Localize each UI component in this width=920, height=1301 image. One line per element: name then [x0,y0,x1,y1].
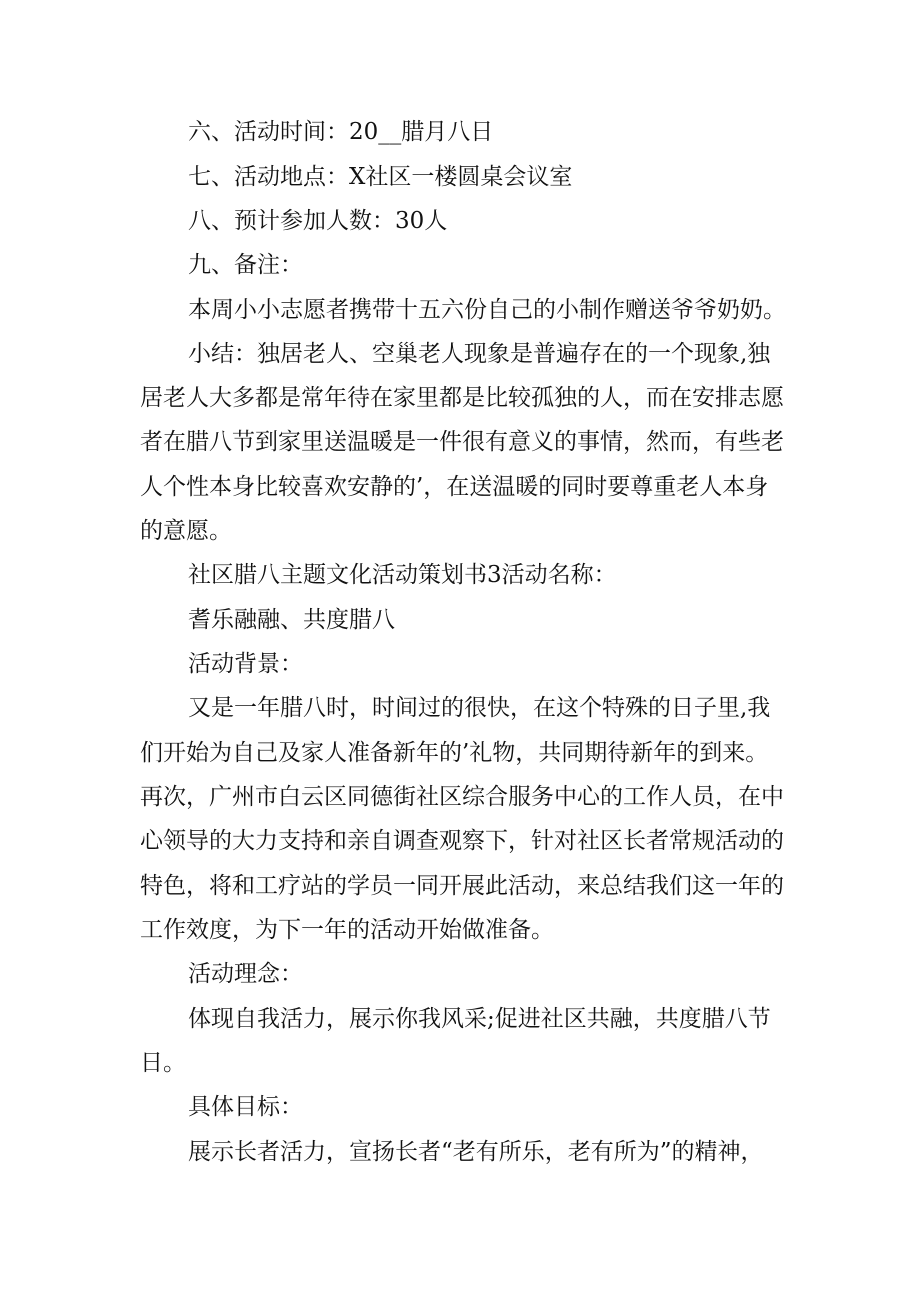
summary-paragraph-line: 者在腊八节到家里送温暖是一件很有意义的事情，然而，有些老 [140,429,784,455]
background-paragraph-line: 心领导的大力支持和亲自调查观察下，针对社区长者常规活动的 [140,828,784,854]
goals-heading: 具体目标： [188,1094,303,1120]
activity-location-line: 七、活动地点：X社区一楼圆桌会议室 [188,164,573,190]
concept-paragraph-line: 体现自我活力，展示你我风采;促进社区共融，共度腊八节 [188,1006,771,1032]
summary-paragraph-line: 居老人大多都是常年待在家里都是比较孤独的人，而在安排志愿 [140,385,784,411]
activity-time-line: 六、活动时间：20__腊月八日 [188,119,494,145]
activity-name: 耆乐融融、共度腊八 [188,607,395,633]
summary-paragraph-line: 的意愿。 [140,518,232,544]
summary-paragraph-line: 小结：独居老人、空巢老人现象是普遍存在的一个现象,独 [188,341,771,367]
remarks-text: 本周小小志愿者携带十五六份自己的小制作赠送爷爷奶奶。 [188,297,786,323]
background-heading: 活动背景： [188,651,303,677]
section-title: 社区腊八主题文化活动策划书3活动名称： [188,562,617,588]
background-paragraph-line: 再次，广州市白云区同德街社区综合服务中心的工作人员，在中 [140,784,784,810]
background-paragraph-line: 又是一年腊八时，时间过的很快，在这个特殊的日子里,我 [188,695,771,721]
concept-heading: 活动理念： [188,961,303,987]
remarks-heading: 九、备注： [188,252,303,278]
background-paragraph-line: 特色，将和工疗站的学员一同开展此活动，来总结我们这一年的 [140,873,784,899]
goals-paragraph-line: 展示长者活力，宣扬长者“老有所乐，老有所为”的精神， [188,1139,764,1165]
expected-attendance-line: 八、预计参加人数：30人 [188,208,448,234]
background-paragraph-line: 工作效度，为下一年的活动开始做准备。 [140,917,554,943]
summary-paragraph-line: 人个性本身比较喜欢安静的’，在送温暖的同时要尊重老人本身 [140,474,769,500]
concept-paragraph-line: 日。 [140,1050,186,1076]
background-paragraph-line: 们开始为自己及家人准备新年的’礼物，共同期待新年的到来。 [140,740,769,766]
